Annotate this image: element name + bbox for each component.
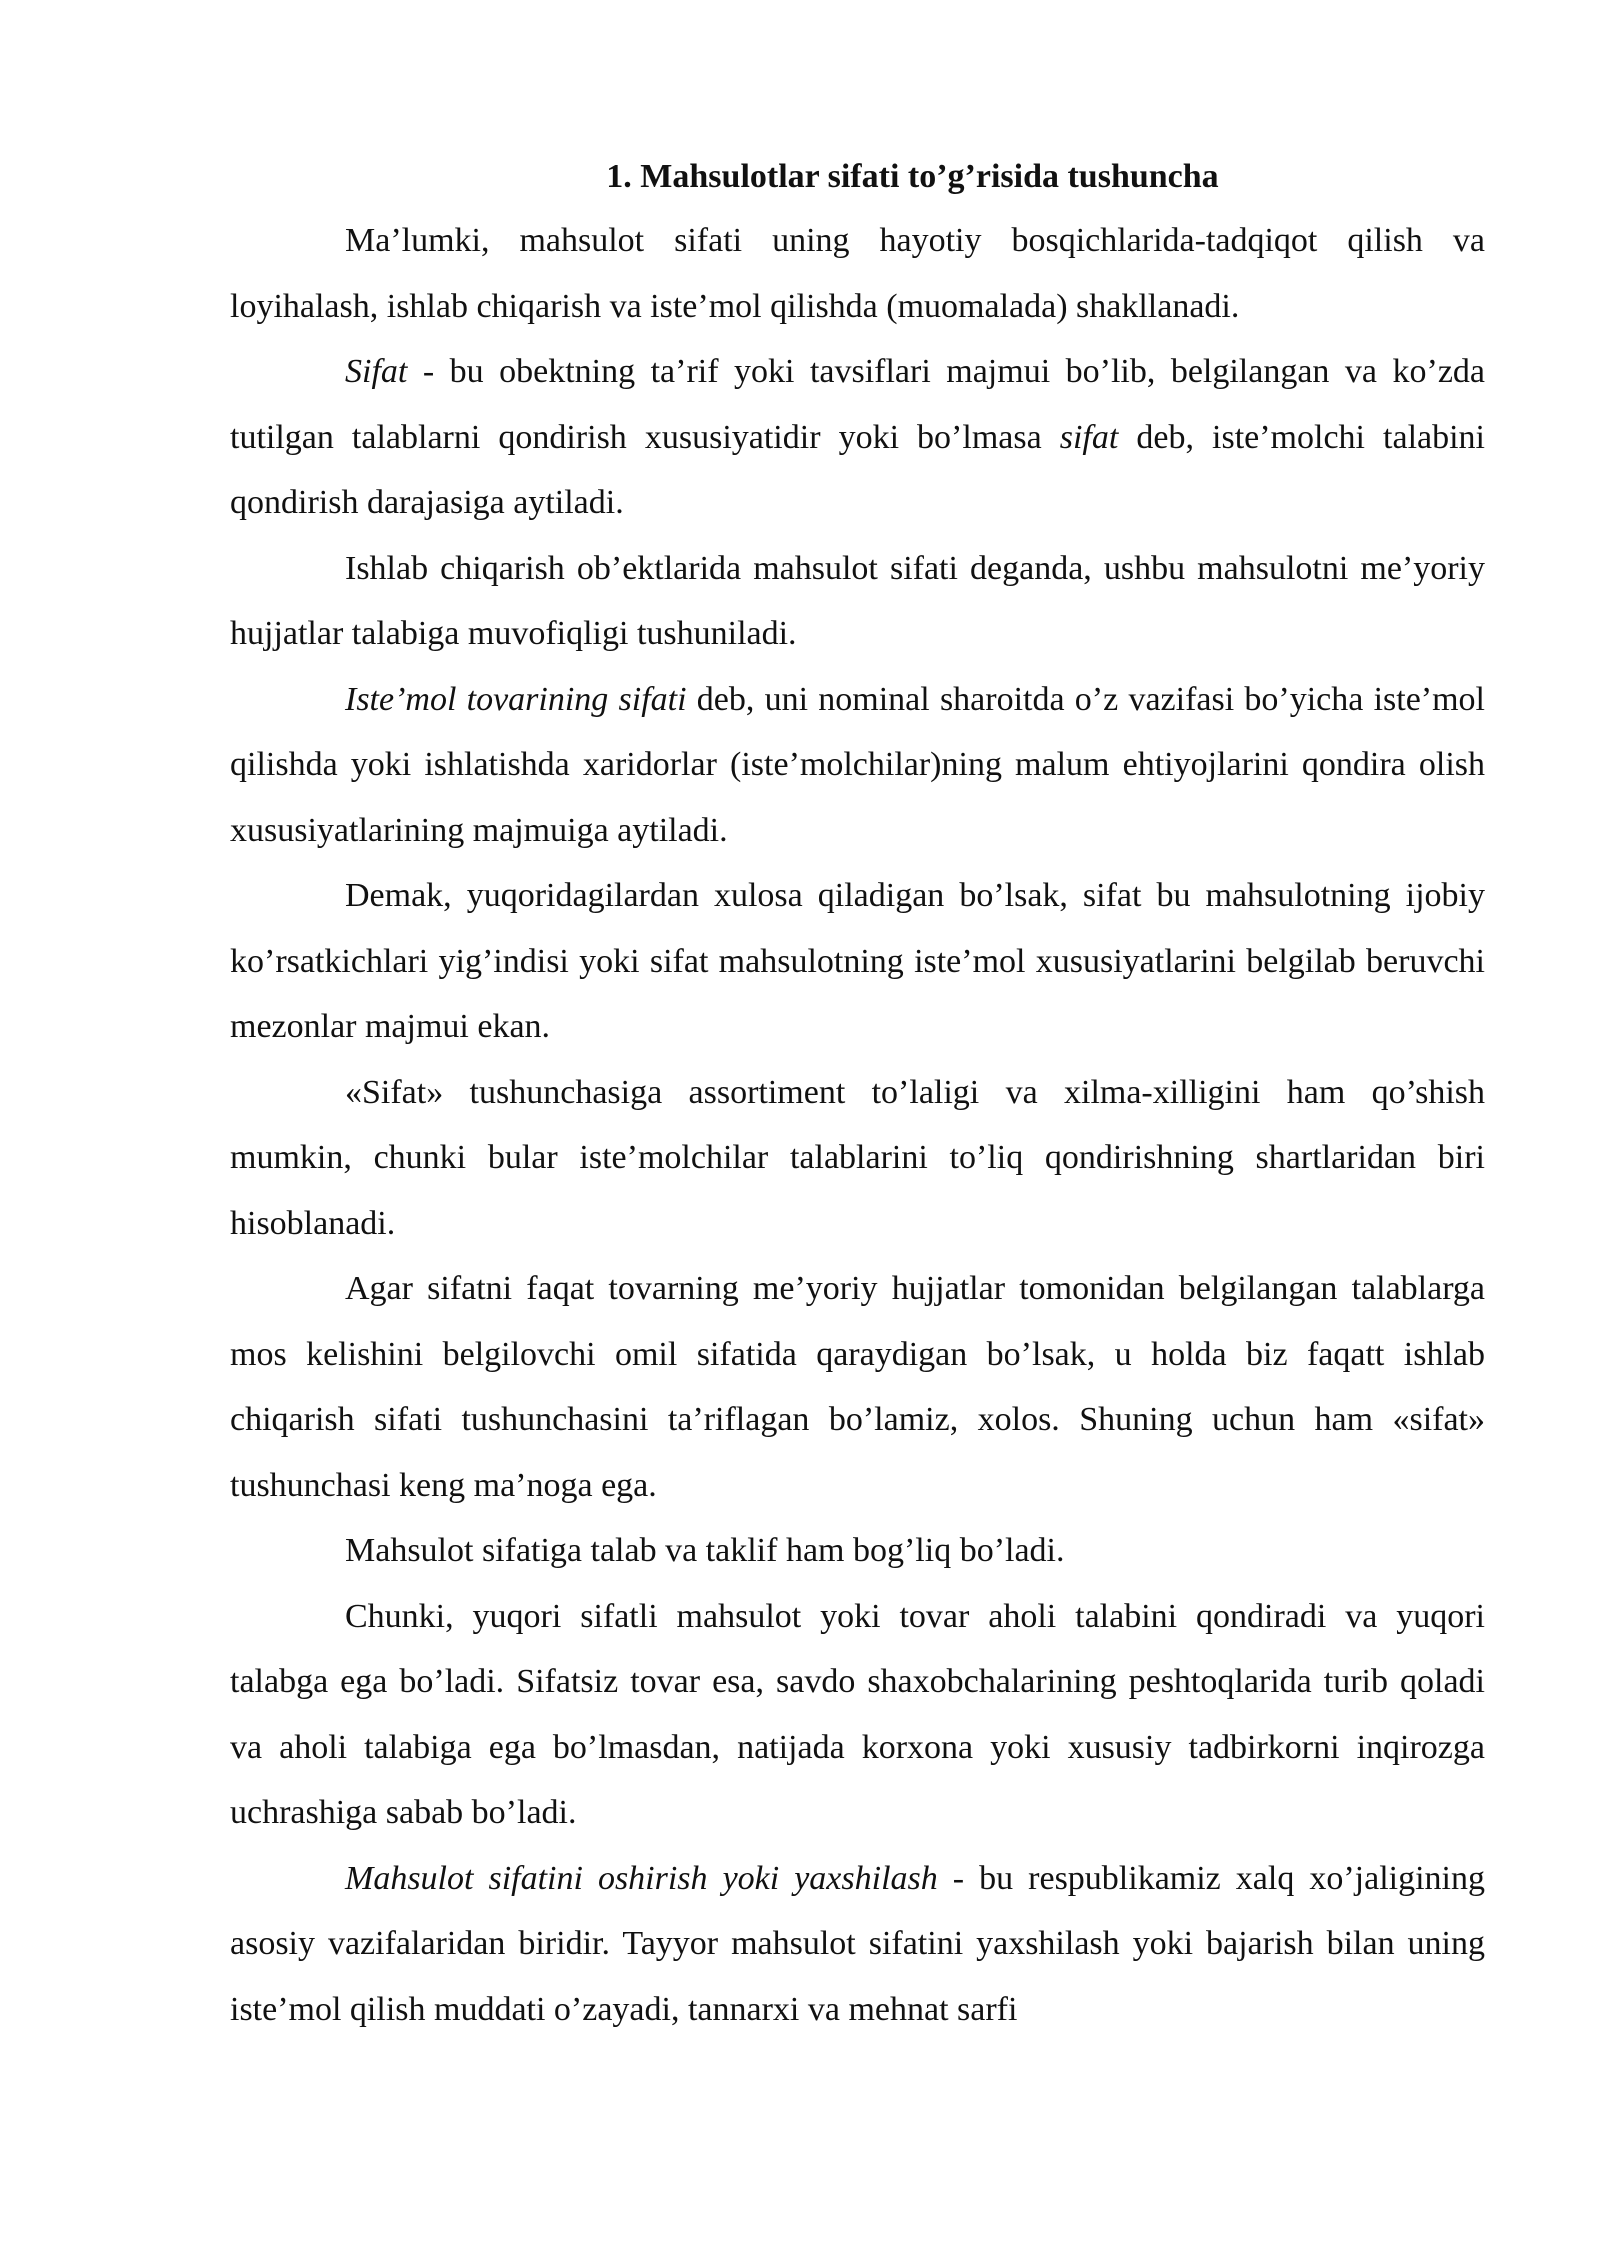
paragraph-3: [230, 536, 1485, 667]
paragraph-text-after: deb, iste’molchi talabini qondirish darajasiga aytiladi.: [230, 418, 1486, 521]
paragraph-9: [230, 1584, 1485, 1846]
paragraph-inline-italic: sifat: [1059, 418, 1119, 456]
paragraph-lead-italic: Sifat: [345, 353, 408, 390]
paragraph-text: «Sifat» tushunchasiga assortiment to’laligi va xilma-xilligini ham qo’shish mumkin, chunki bular iste’molchilar talablarini to’liq qondirishning shartlaridan biri hisoblanadi.: [230, 1073, 1485, 1242]
paragraph-text: Mahsulot sifatiga talab va taklif ham bog’liq bo’ladi.: [345, 1532, 1065, 1569]
paragraph-7: [230, 1256, 1485, 1518]
paragraph-text: Ma’lumki, mahsulot sifati uning hayotiy bosqichlarida-tadqiqot qilish va loyihalash, ishlab chiqarish va iste’mol qilishda (muomalada) shakllanadi.: [230, 222, 1485, 325]
paragraph-text: - bu obektning ta’rif yoki tavsiflari majmui bo’lib, belgilangan va ko’zda tutilgan talablarni qondirish xususiyatidir yoki bo’lmasa: [230, 353, 1485, 456]
paragraph-1: [230, 208, 1485, 339]
paragraph-text: Demak, yuqoridagilardan xulosa qiladigan bo’lsak, sifat bu mahsulotning ijobiy ko’rsatkichlari yig’indisi yoki sifat mahsulotning iste’mol xususiyatlarini belgilab beruvchi mezonlar majmui ekan.: [230, 877, 1485, 1045]
paragraph-text: - bu respublikamiz xalq xo’jaligining asosiy vazifalaridan biridir. Tayyor mahsulot sifatini yaxshilash yoki bajarish bilan uning iste’mol qilish muddati o’zayadi, tannarxi va mehnat sarfi: [230, 1859, 1485, 2028]
section-heading: 1. Mahsulotlar sifati to’g’risida tushuncha: [606, 158, 1219, 195]
paragraph-text: Chunki, yuqori sifatli mahsulot yoki tovar aholi talabini qondiradi va yuqori talabga ega bo’ladi. Sifatsiz tovar esa, savdo shaxobchalarining peshtoqlarida turib qoladi va aholi talabiga ega bo’lmasdan, natijada korxona yoki xususiy tadbirkorni inqirozga uchrashiga sabab bo’ladi.: [230, 1597, 1485, 1831]
paragraph-8: [230, 1518, 1485, 1584]
paragraph-text: Ishlab chiqarish ob’ektlarida mahsulot sifati deganda, ushbu mahsulotni me’yoriy hujjatlar talabiga muvofiqligi tushuniladi.: [230, 549, 1485, 652]
paragraph-lead-italic: Mahsulot sifatini oshirish yoki yaxshilash: [345, 1859, 938, 1897]
paragraph-4: [230, 667, 1485, 864]
paragraph-10: [230, 1846, 1485, 2043]
paragraph-text: deb, uni nominal sharoitda o’z vazifasi bo’yicha iste’mol qilishda yoki ishlatishda xaridorlar (iste’molchilar)ning malum ehtiyojlarini qondira olish xususiyatlarining majmuiga aytiladi.: [230, 680, 1486, 849]
paragraph-5: [230, 863, 1485, 1060]
paragraph-text: Agar sifatni faqat tovarning me’yoriy hujjatlar tomonidan belgilangan talablarga mos kelishini belgilovchi omil sifatida qaraydigan bo’lsak, u holda biz faqatt ishlab chiqarish sifati tushunchasini ta’riflagan bo’lamiz, xolos. Shuning uchun ham «sifat» tushunchasi keng ma’noga ega.: [230, 1270, 1485, 1504]
paragraph-6: [230, 1060, 1485, 1257]
paragraph-lead-italic: Iste’mol tovarining sifati: [345, 680, 687, 718]
paragraph-2: [230, 339, 1485, 536]
